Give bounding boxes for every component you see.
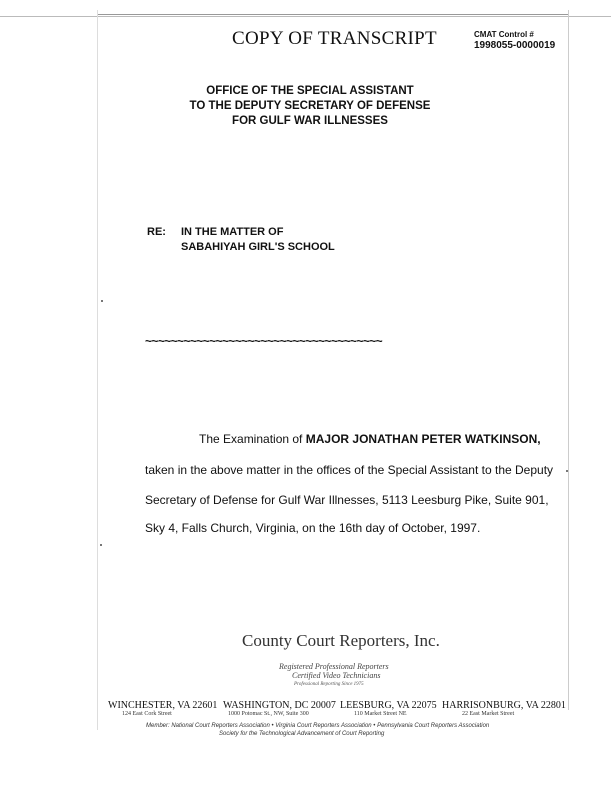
tilde-divider: ~~~~~~~~~~~~~~~~~~~~~~~~~~~~~~~~~~~~~ bbox=[145, 334, 383, 348]
firm-name: County Court Reporters, Inc. bbox=[242, 631, 440, 650]
re-line-1: IN THE MATTER OF bbox=[181, 226, 284, 238]
office-line-1: OFFICE OF THE SPECIAL ASSISTANT bbox=[206, 85, 414, 97]
body-line-3: Secretary of Defense for Gulf War Illnesses, 5113 Leesburg Pike, Suite 901, bbox=[145, 493, 549, 507]
top-rule bbox=[98, 14, 568, 15]
body-line-2: taken in the above matter in the offices of the Special Assistant to the Deputy bbox=[145, 463, 554, 477]
office-city: LEESBURG, VA 22075 bbox=[340, 700, 437, 711]
re-line-2: SABAHIYAH GIRL'S SCHOOL bbox=[181, 241, 335, 253]
membership-line-1: Member: National Court Reporters Association • Virginia Court Reporters Association • Pennsylvania Court Reporters Association bbox=[146, 723, 490, 729]
office-address: 1000 Potomac St., NW, Suite 300 bbox=[228, 711, 309, 717]
scan-speck bbox=[101, 300, 103, 302]
registered-line: Registered Professional Reporters bbox=[279, 662, 389, 671]
document-title: COPY OF TRANSCRIPT bbox=[232, 28, 437, 49]
re-label: RE: bbox=[147, 226, 166, 238]
body-line-4: Sky 4, Falls Church, Virginia, on the 16th day of October, 1997. bbox=[145, 521, 481, 535]
office-line-3: FOR GULF WAR ILLNESSES bbox=[232, 115, 388, 127]
since-line: Professional Reporting Since 1975 bbox=[294, 682, 364, 687]
scan-speck bbox=[100, 544, 102, 546]
office-city: WASHINGTON, DC 20007 bbox=[223, 700, 336, 711]
office-city: WINCHESTER, VA 22601 bbox=[108, 700, 218, 711]
cmat-control-number: 1998055-0000019 bbox=[474, 40, 556, 51]
scan-speck bbox=[566, 470, 568, 472]
examination-line bbox=[199, 432, 541, 446]
cmat-control-label: CMAT Control # bbox=[474, 30, 534, 39]
office-heading bbox=[175, 84, 445, 129]
office-address: 22 East Market Street bbox=[462, 711, 515, 717]
left-scan-edge bbox=[97, 10, 98, 730]
certified-line: Certified Video Technicians bbox=[292, 671, 381, 680]
office-address: 110 Market Street NE bbox=[354, 711, 407, 717]
witness-name: MAJOR JONATHAN PETER WATKINSON, bbox=[305, 432, 541, 446]
top-scan-line bbox=[0, 16, 611, 17]
office-address: 124 East Cork Street bbox=[122, 711, 172, 717]
examination-prefix: The Examination of bbox=[199, 432, 306, 446]
membership-line-2: Society for the Technological Advancement of Court Reporting bbox=[219, 731, 385, 737]
right-scan-edge bbox=[568, 10, 569, 710]
office-city: HARRISONBURG, VA 22801 bbox=[442, 700, 566, 711]
office-line-2: TO THE DEPUTY SECRETARY OF DEFENSE bbox=[189, 100, 431, 112]
